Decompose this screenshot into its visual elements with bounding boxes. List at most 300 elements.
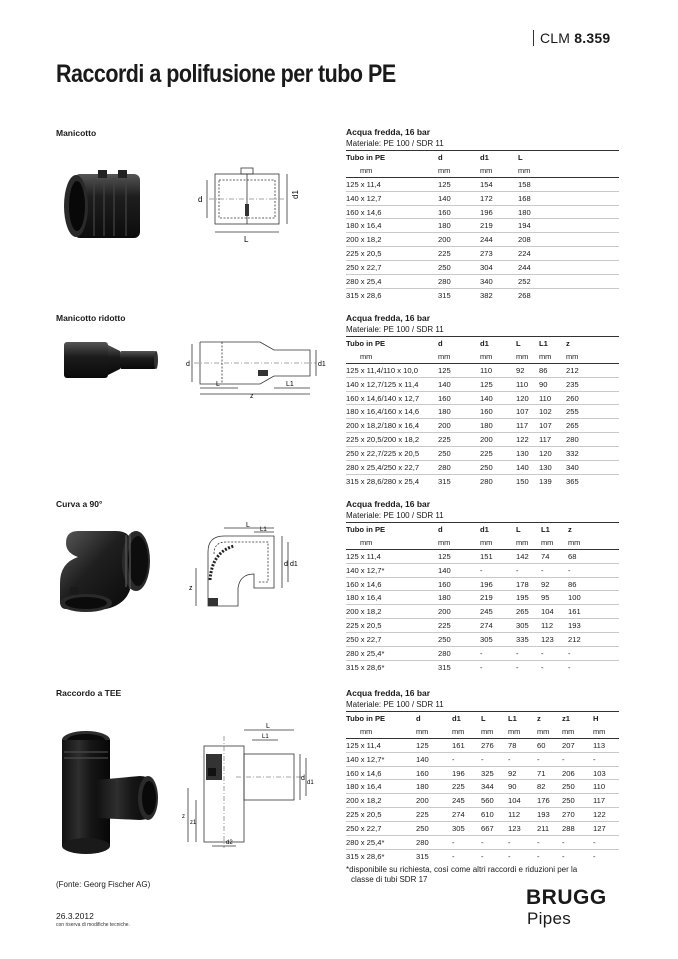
section-label-manicotto-ridotto: Manicotto ridotto	[56, 313, 126, 323]
col-header-d1: d1	[480, 337, 516, 350]
unit-z: mm	[566, 350, 619, 363]
section-label-tee: Raccordo a TEE	[56, 688, 122, 698]
cell: 180	[416, 780, 452, 794]
unit-d1: mm	[480, 164, 518, 177]
cell: 335	[516, 633, 541, 647]
dim-label-d: d	[301, 775, 305, 782]
cell: 60	[537, 738, 562, 752]
unit-l1: mm	[541, 536, 568, 549]
cell: -	[481, 836, 508, 850]
dim-label-l: L	[266, 723, 270, 730]
cell: 208	[518, 233, 619, 247]
table-row	[346, 605, 619, 619]
section-label-curva: Curva a 90°	[56, 499, 103, 509]
cell: -	[508, 836, 537, 850]
cell: 125	[438, 363, 480, 377]
cell: 102	[539, 405, 566, 419]
col-header-tubo: Tubo in PE	[346, 337, 438, 350]
dim-label-z: z	[189, 585, 193, 592]
document-code-prefix: CLM	[540, 30, 571, 46]
cell: 252	[518, 275, 619, 289]
spec-material: Materiale: PE 100 / SDR 11	[346, 139, 444, 148]
col-header-z: z	[537, 712, 562, 725]
cell: 140	[438, 377, 480, 391]
cell: 160	[416, 766, 452, 780]
cell: 255	[566, 405, 619, 419]
cell: 107	[539, 419, 566, 433]
cell: 225 x 20,5	[346, 619, 438, 633]
col-header-d1: d1	[452, 712, 481, 725]
unit-tubo: mm	[346, 725, 416, 738]
cell: 110	[480, 363, 516, 377]
table-row	[346, 177, 619, 191]
unit-d1: mm	[452, 725, 481, 738]
col-header-l1: L1	[541, 523, 568, 536]
dim-label-d: d	[186, 361, 190, 368]
spec-block-manicotto-ridotto	[346, 313, 619, 488]
table-row	[346, 849, 619, 862]
cell: 305	[452, 822, 481, 836]
cell: 244	[480, 233, 518, 247]
cell: 280	[480, 476, 493, 486]
cell: 280 x 25,4*	[346, 836, 416, 850]
page-title: Raccordi a polifusione per tubo PE	[56, 60, 396, 88]
cell: 382	[480, 290, 493, 300]
cell: 130	[516, 447, 539, 461]
cell: 180	[438, 405, 480, 419]
cell: -	[593, 836, 619, 850]
cell: 200	[416, 794, 452, 808]
cell: 250	[562, 780, 593, 794]
cell: 125 x 11,4	[346, 549, 438, 563]
cell: 196	[480, 577, 516, 591]
dim-label-d1: d1	[290, 561, 298, 568]
cell: -	[537, 836, 562, 850]
unit-d: mm	[438, 164, 480, 177]
table-row	[346, 391, 619, 405]
cell: 180 x 16,4/160 x 14,6	[346, 405, 438, 419]
cell: -	[568, 563, 619, 577]
cell: 107	[516, 405, 539, 419]
table-row	[346, 433, 619, 447]
cell: 194	[518, 219, 619, 233]
document-code-number: 8.359	[574, 30, 611, 46]
section-label-manicotto: Manicotto	[56, 128, 97, 138]
cell: -	[537, 752, 562, 766]
unit-d1: mm	[480, 536, 516, 549]
table-row	[346, 247, 619, 261]
cell: 160 x 14,6	[346, 577, 438, 591]
cell: 92	[508, 766, 537, 780]
cell: 195	[516, 591, 541, 605]
spec-table-tee	[346, 711, 619, 863]
cell: 315 x 28,6*	[346, 851, 385, 861]
cell: 158	[518, 177, 619, 191]
cell: 92	[516, 363, 539, 377]
cell: 250	[416, 822, 452, 836]
footnote-line-2: classe di tubi SDR 17	[351, 875, 428, 884]
cell: 200 x 18,2/180 x 16,4	[346, 419, 438, 433]
cell: -	[516, 647, 541, 661]
cell: 127	[593, 822, 619, 836]
col-header-l: L	[518, 151, 619, 164]
table-row	[346, 619, 619, 633]
col-header-d: d	[438, 523, 480, 536]
cell: 123	[541, 633, 568, 647]
unit-d1: mm	[480, 350, 516, 363]
cell: 196	[452, 766, 481, 780]
table-row	[346, 377, 619, 391]
tee-photo	[56, 726, 161, 856]
cell: 610	[481, 808, 508, 822]
cell: 160	[438, 577, 480, 591]
cell: 160	[438, 205, 480, 219]
cell: -	[452, 851, 455, 861]
cell: 160 x 14,6	[346, 766, 416, 780]
dim-label-d1: d1	[291, 190, 300, 199]
disclaimer: con riserva di modifiche tecniche.	[56, 922, 130, 928]
table-row	[346, 780, 619, 794]
dim-label-l: L	[216, 381, 220, 388]
cell: 140	[416, 752, 452, 766]
cell: -	[537, 851, 540, 861]
dim-label-l1: L1	[262, 734, 269, 740]
cell: 250 x 22,7/225 x 20,5	[346, 447, 438, 461]
cell: 123	[508, 822, 537, 836]
cell: -	[481, 752, 508, 766]
table-row	[346, 461, 619, 475]
table-row	[346, 363, 619, 377]
cell: 276	[481, 738, 508, 752]
dim-label-d1: d1	[318, 361, 326, 368]
coupler-drawing	[195, 160, 305, 250]
table-row	[346, 738, 619, 752]
table-row	[346, 205, 619, 219]
cell: 100	[568, 591, 619, 605]
col-header-l: L	[516, 337, 539, 350]
cell: 315	[416, 851, 429, 861]
cell: 315	[438, 662, 451, 672]
cell: 140 x 12,7/125 x 11,4	[346, 377, 438, 391]
table-row	[346, 766, 619, 780]
cell: 365	[566, 476, 579, 486]
col-header-d1: d1	[480, 151, 518, 164]
brand-logo-sub: Pipes	[527, 909, 572, 928]
table-row	[346, 261, 619, 275]
dim-label-d: d	[198, 195, 203, 204]
cell: 140 x 12,7	[346, 191, 438, 205]
dim-label-d: d	[284, 561, 288, 568]
cell: 280 x 25,4/250 x 22,7	[346, 461, 438, 475]
cell: -	[593, 752, 619, 766]
document-code	[533, 30, 610, 46]
cell: 207	[562, 738, 593, 752]
unit-tubo: mm	[346, 536, 438, 549]
unit-d: mm	[438, 350, 480, 363]
cell: 122	[593, 808, 619, 822]
spec-block-manicotto	[346, 127, 619, 302]
cell: 224	[518, 247, 619, 261]
cell: 332	[566, 447, 619, 461]
cell: 154	[480, 177, 518, 191]
cell: 225	[452, 780, 481, 794]
cell: 225	[438, 247, 480, 261]
cell: -	[480, 662, 483, 672]
cell: 225 x 20,5	[346, 808, 416, 822]
cell: 78	[508, 738, 537, 752]
cell: 200	[438, 605, 480, 619]
table-row	[346, 577, 619, 591]
cell: 200 x 18,2	[346, 605, 438, 619]
spec-table-curva	[346, 522, 619, 674]
table-row	[346, 563, 619, 577]
cell: 172	[480, 191, 518, 205]
cell: -	[593, 851, 596, 861]
cell: 268	[518, 290, 531, 300]
cell: 125 x 11,4	[346, 177, 438, 191]
spec-conditions: Acqua fredda, 16 bar	[346, 313, 431, 323]
cell: 104	[508, 794, 537, 808]
cell: 125	[416, 738, 452, 752]
cell: 225	[438, 433, 480, 447]
cell: 180	[518, 205, 619, 219]
cell: 161	[452, 738, 481, 752]
cell: -	[452, 752, 481, 766]
col-header-h: H	[593, 712, 619, 725]
col-header-tubo: Tubo in PE	[346, 151, 438, 164]
dim-label-z: z	[250, 393, 254, 400]
cell: 125	[438, 549, 480, 563]
cell: 225 x 20,5/200 x 18,2	[346, 433, 438, 447]
footnote-line-1: *disponibile su richiesta, così come altri raccordi e riduzioni per la	[346, 865, 578, 874]
cell: 315 x 28,6	[346, 290, 382, 300]
dim-label-d1: d1	[307, 780, 314, 786]
col-header-d1: d1	[480, 523, 516, 536]
cell: 92	[541, 577, 568, 591]
cell: 219	[480, 219, 518, 233]
cell: 110	[593, 780, 619, 794]
tee-drawing	[182, 718, 312, 850]
dim-label-z: z	[182, 814, 185, 820]
table-row	[346, 405, 619, 419]
spec-material: Materiale: PE 100 / SDR 11	[346, 511, 444, 520]
col-header-d: d	[416, 712, 452, 725]
cell: 68	[568, 549, 619, 563]
cell: 103	[593, 766, 619, 780]
cell: 125	[438, 177, 480, 191]
cell: 200	[438, 233, 480, 247]
cell: -	[452, 836, 481, 850]
cell: 250 x 22,7	[346, 261, 438, 275]
cell: 305	[516, 619, 541, 633]
table-row	[346, 808, 619, 822]
cell: 82	[537, 780, 562, 794]
cell: 667	[481, 822, 508, 836]
cell: 280	[438, 275, 480, 289]
table-row	[346, 752, 619, 766]
spec-conditions: Acqua fredda, 16 bar	[346, 688, 431, 698]
cell: -	[508, 851, 511, 861]
cell: 117	[516, 419, 539, 433]
cell: 130	[539, 461, 566, 475]
cell: -	[541, 647, 568, 661]
cell: 260	[566, 391, 619, 405]
cell: 178	[516, 577, 541, 591]
unit-l: mm	[481, 725, 508, 738]
cell: 86	[568, 577, 619, 591]
cell: 117	[539, 433, 566, 447]
cell: 180	[438, 219, 480, 233]
spec-conditions: Acqua fredda, 16 bar	[346, 127, 431, 137]
cell: 193	[568, 619, 619, 633]
unit-d: mm	[438, 536, 480, 549]
cell: 265	[516, 605, 541, 619]
reducer-photo	[60, 336, 160, 386]
unit-l: mm	[518, 164, 619, 177]
unit-z: mm	[568, 536, 619, 549]
cell: 315 x 28,6*	[346, 662, 385, 672]
brand-logo: BRUGG	[526, 886, 607, 909]
reducer-drawing	[186, 332, 326, 398]
cell: -	[568, 647, 619, 661]
cell: 110	[539, 391, 566, 405]
cell: 110	[516, 377, 539, 391]
cell: 280	[416, 836, 452, 850]
cell: 117	[593, 794, 619, 808]
col-header-l: L	[516, 523, 541, 536]
cell: 250	[438, 633, 480, 647]
cell: 200	[480, 433, 516, 447]
cell: 112	[541, 619, 568, 633]
cell: 206	[562, 766, 593, 780]
cell: 280 x 25,4*	[346, 647, 438, 661]
unit-d: mm	[416, 725, 452, 738]
cell: 90	[539, 377, 566, 391]
cell: 250	[480, 461, 516, 475]
cell: 280 x 25,4	[346, 275, 438, 289]
cell: 560	[481, 794, 508, 808]
cell: 325	[481, 766, 508, 780]
spec-material: Materiale: PE 100 / SDR 11	[346, 325, 444, 334]
cell: -	[508, 752, 537, 766]
dim-label-z1: z1	[190, 820, 197, 826]
cell: 315	[438, 290, 451, 300]
table-row	[346, 474, 619, 487]
col-header-tubo: Tubo in PE	[346, 712, 416, 725]
cell: -	[516, 563, 541, 577]
cell: 140	[516, 461, 539, 475]
cell: 219	[480, 591, 516, 605]
unit-l1: mm	[508, 725, 537, 738]
col-header-tubo: Tubo in PE	[346, 523, 438, 536]
cell: -	[541, 662, 544, 672]
table-row	[346, 191, 619, 205]
cell: 140	[438, 563, 480, 577]
spec-table-manicotto	[346, 150, 619, 302]
document-date: 26.3.2012	[56, 911, 94, 921]
table-row	[346, 233, 619, 247]
cell: 200 x 18,2	[346, 794, 416, 808]
cell: 340	[566, 461, 619, 475]
cell: 122	[516, 433, 539, 447]
cell: 274	[480, 619, 516, 633]
col-header-d: d	[438, 151, 480, 164]
cell: 280	[438, 461, 480, 475]
table-row	[346, 288, 619, 301]
cell: 125 x 11,4/110 x 10,0	[346, 363, 438, 377]
dim-label-l1: L1	[260, 527, 267, 533]
cell: 265	[566, 419, 619, 433]
cell: 315	[438, 476, 451, 486]
table-row	[346, 794, 619, 808]
elbow-photo	[56, 523, 156, 618]
unit-z: mm	[537, 725, 562, 738]
table-row	[346, 633, 619, 647]
coupler-photo	[60, 160, 155, 255]
cell: 235	[566, 377, 619, 391]
cell: 86	[539, 363, 566, 377]
table-row	[346, 419, 619, 433]
cell: 95	[541, 591, 568, 605]
cell: 225 x 20,5	[346, 247, 438, 261]
table-row	[346, 822, 619, 836]
cell: 140 x 12,7*	[346, 752, 416, 766]
cell: 168	[518, 191, 619, 205]
cell: 250	[438, 447, 480, 461]
cell: -	[562, 752, 593, 766]
cell: 142	[516, 549, 541, 563]
cell: 180	[480, 419, 516, 433]
footnote	[346, 865, 636, 885]
cell: 120	[539, 447, 566, 461]
cell: 176	[537, 794, 562, 808]
cell: -	[541, 563, 568, 577]
cell: 225	[438, 619, 480, 633]
table-row	[346, 219, 619, 233]
spec-conditions: Acqua fredda, 16 bar	[346, 499, 431, 509]
unit-l: mm	[516, 536, 541, 549]
cell: 160 x 14,6/140 x 12,7	[346, 391, 438, 405]
cell: 250 x 22,7	[346, 822, 416, 836]
cell: 161	[568, 605, 619, 619]
spec-block-curva	[346, 499, 619, 674]
cell: 180 x 16,4	[346, 219, 438, 233]
cell: 180 x 16,4	[346, 591, 438, 605]
cell: 304	[480, 261, 518, 275]
cell: 151	[480, 549, 516, 563]
table-row	[346, 647, 619, 661]
cell: 180 x 16,4	[346, 780, 416, 794]
unit-tubo: mm	[346, 164, 438, 177]
cell: 193	[537, 808, 562, 822]
cell: 211	[537, 822, 562, 836]
cell: 160	[438, 391, 480, 405]
cell: -	[481, 851, 484, 861]
table-row	[346, 836, 619, 850]
spec-block-tee	[346, 688, 619, 863]
table-row	[346, 591, 619, 605]
cell: 139	[539, 476, 552, 486]
cell: 212	[566, 363, 619, 377]
cell: 120	[516, 391, 539, 405]
cell: 250	[438, 261, 480, 275]
cell: 160 x 14,6	[346, 205, 438, 219]
cell: 200	[438, 419, 480, 433]
cell: -	[480, 647, 516, 661]
cell: 280	[566, 433, 619, 447]
table-row	[346, 549, 619, 563]
cell: 273	[480, 247, 518, 261]
